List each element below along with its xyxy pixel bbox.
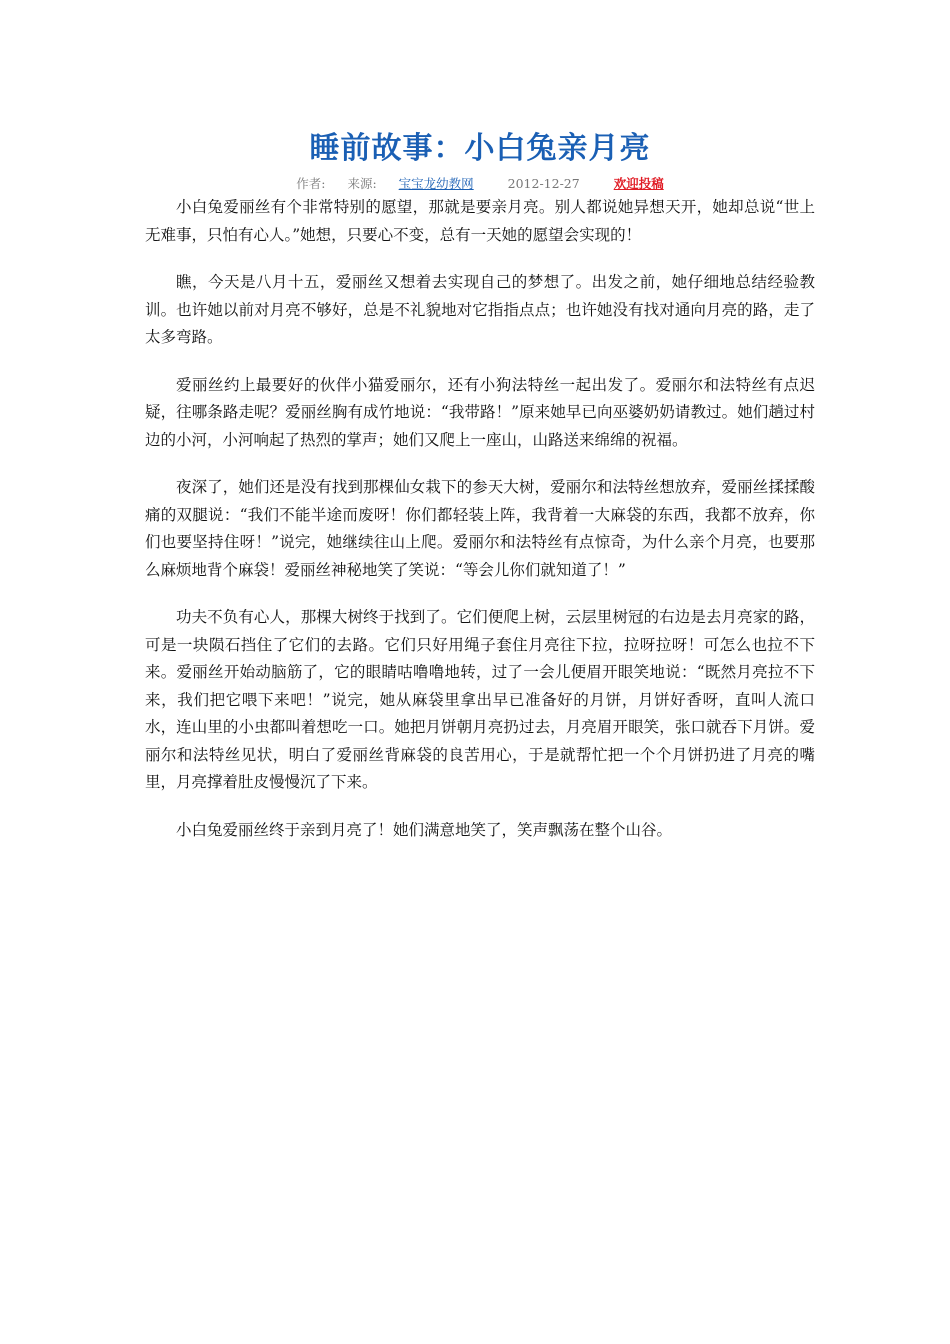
article-body xyxy=(145,194,815,844)
article-meta xyxy=(145,174,815,194)
publish-date: 2012-12-27 xyxy=(507,176,580,191)
source-label: 来源: xyxy=(347,176,377,191)
paragraph: 小白兔爱丽丝终于亲到月亮了！她们满意地笑了，笑声飘荡在整个山谷。 xyxy=(176,820,673,839)
paragraph: 功夫不负有心人，那棵大树终于找到了。它们便爬上树，云层里树冠的右边是去月亮家的路，可是一块陨石挡住了它们的去路。它们只好用绳子套住月亮往下拉，拉呀拉呀！可怎么也拉不下来。爱丽丝开始动脑筋了，它的眼睛咕噜噜地转，过了一会儿便眉开眼笑地说：“既然月亮拉不下来，我们把它喂下来吧！”说完，她从麻袋里拿出早已准备好的月饼，月饼好香呀，直叫人流口水，连山里的小虫都叫着想吃一口。她把月饼朝月亮扔过去，月亮眉开眼笑，张口就吞下月饼。爱丽尔和法特丝见状，明白了爱丽丝背麻袋的良苦用心，于是就帮忙把一个个月饼扔进了月亮的嘴里，月亮撑着肚皮慢慢沉了下来。 xyxy=(145,608,815,791)
article xyxy=(145,126,815,864)
source-link[interactable]: 宝宝龙幼教网 xyxy=(398,176,474,191)
paragraph: 瞧，今天是八月十五，爱丽丝又想着去实现自己的梦想了。出发之前，她仔细地总结经验教训。也许她以前对月亮不够好，总是不礼貌地对它指指点点；也许她没有找对通向月亮的路，走了太多弯路。 xyxy=(145,273,815,346)
paragraph: 爱丽丝约上最要好的伙伴小猫爱丽尔，还有小狗法特丝一起出发了。爱丽尔和法特丝有点迟疑，往哪条路走呢？爱丽丝胸有成竹地说：“我带路！”原来她早已向巫婆奶奶请教过。她们趟过村边的小河，小河响起了热烈的掌声；她们又爬上一座山，山路送来绵绵的祝福。 xyxy=(145,375,815,449)
submit-link[interactable]: 欢迎投稿 xyxy=(613,176,664,191)
paragraph: 夜深了，她们还是没有找到那棵仙女栽下的参天大树，爱丽尔和法特丝想放弃，爱丽丝揉揉酸痛的双腿说：“我们不能半途而废呀！你们都轻装上阵，我背着一大麻袋的东西，我都不放弃，你们也要坚持住呀！”说完，她继续往山上爬。爱丽尔和法特丝有点惊奇，为什么亲个月亮，也要那么麻烦地背个麻袋！爱丽丝神秘地笑了笑说：“等会儿你们就知道了！” xyxy=(145,478,815,579)
article-title: 睡前故事：小白兔亲月亮 xyxy=(309,131,651,166)
author-label: 作者: xyxy=(296,176,326,191)
paragraph: 小白兔爱丽丝有个非常特别的愿望，那就是要亲月亮。别人都说她异想天开，她却总说“世上无难事，只怕有心人。”她想，只要心不变，总有一天她的愿望会实现的！ xyxy=(145,198,815,244)
